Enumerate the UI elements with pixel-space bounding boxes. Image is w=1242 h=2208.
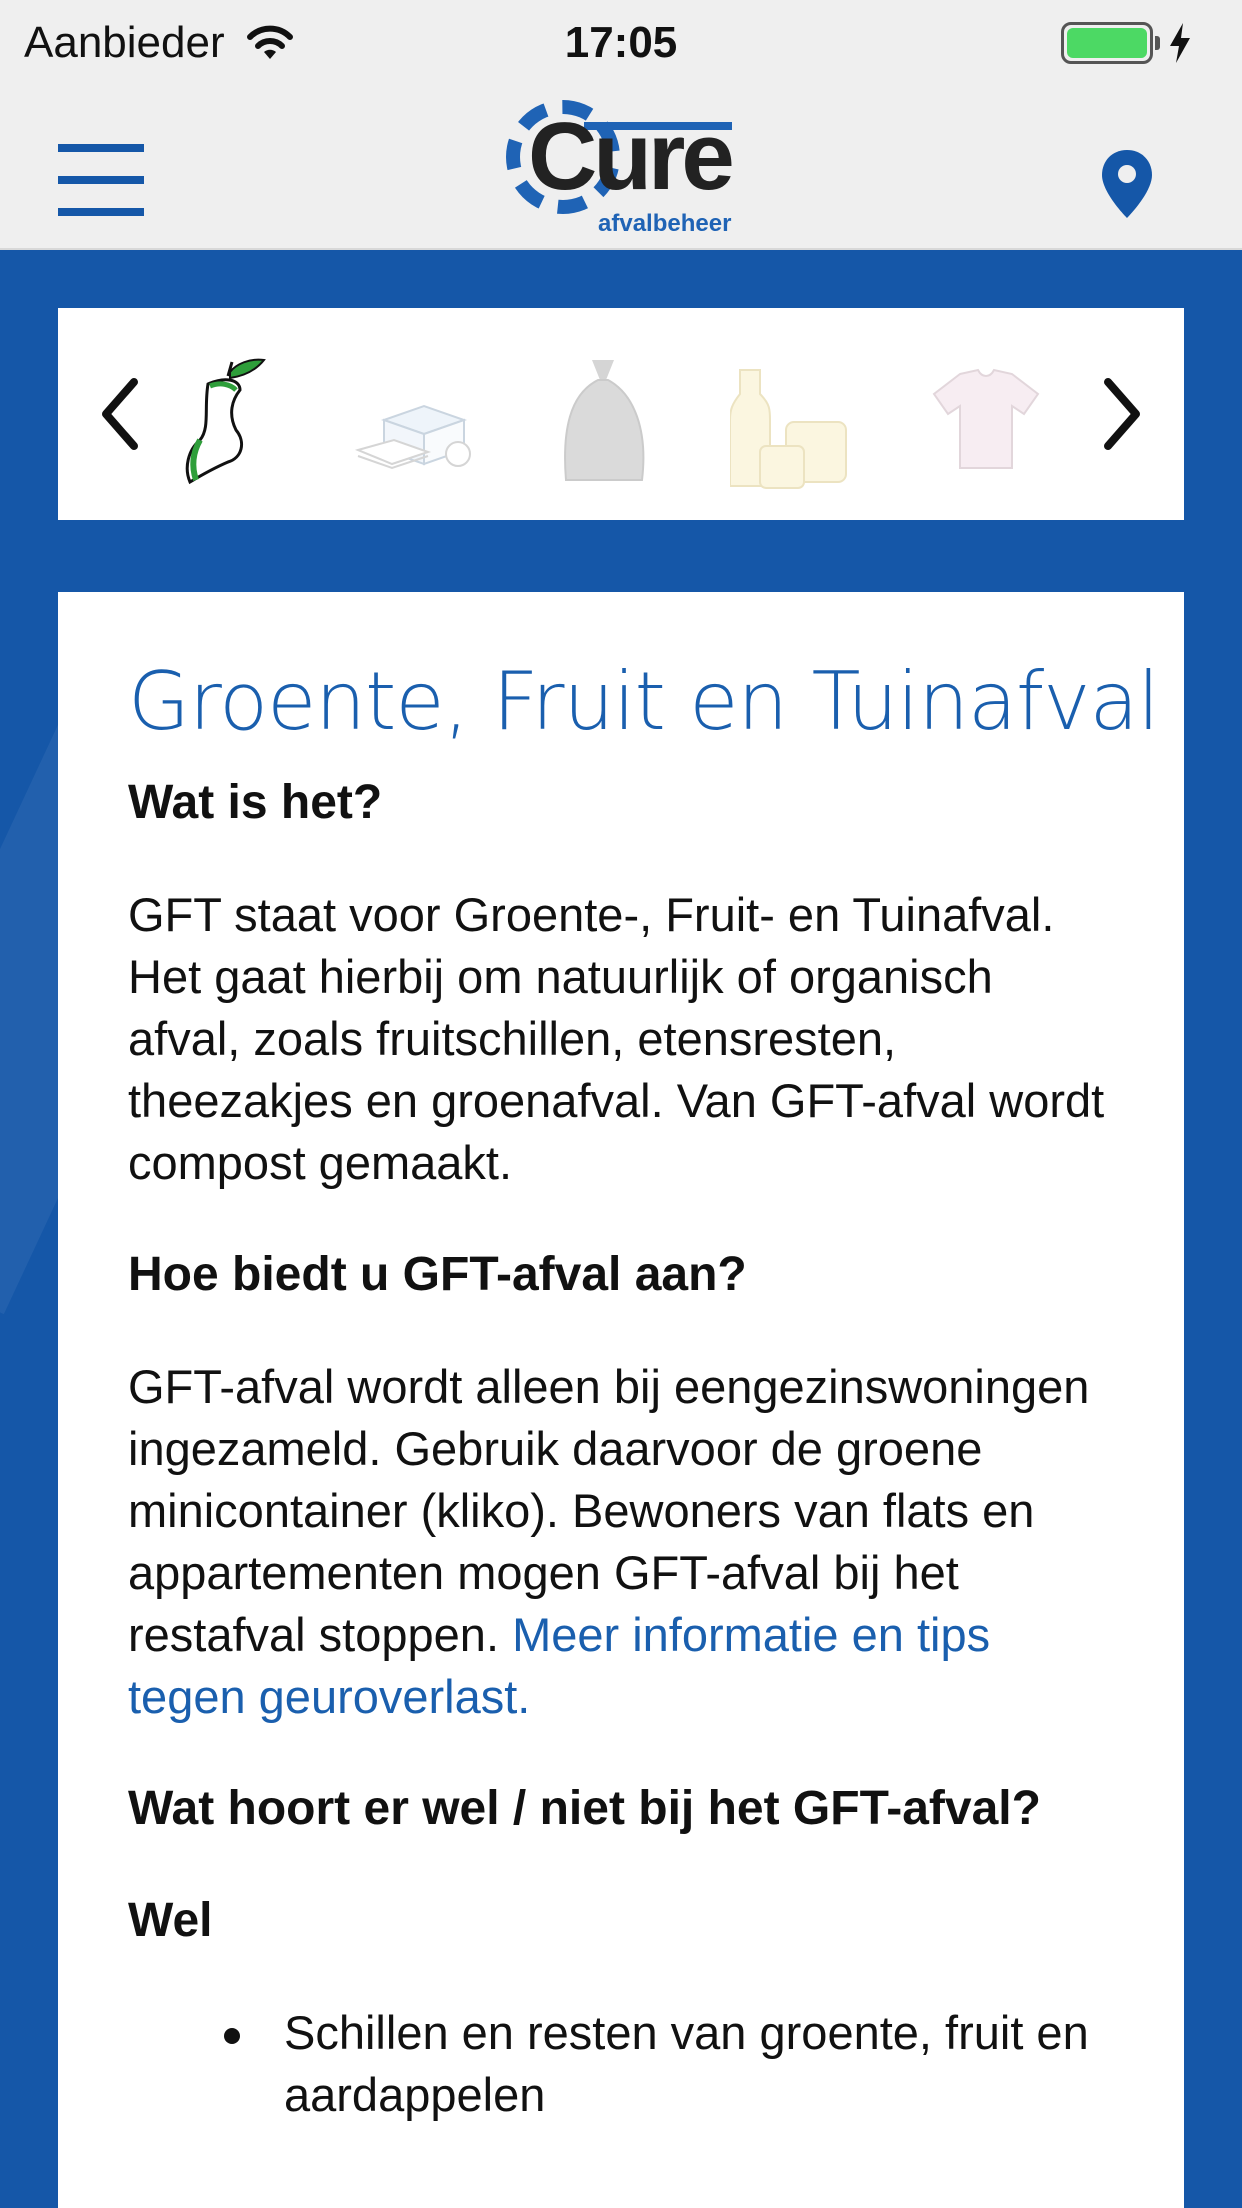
wel-heading: Wel — [128, 1894, 213, 1947]
question-how-to-offer: Hoe biedt u GFT-afval aan? — [128, 1248, 747, 1301]
logo-text: Cure — [528, 103, 731, 210]
chevron-left-icon[interactable] — [88, 368, 148, 460]
cure-logo — [506, 98, 736, 238]
chevron-right-icon[interactable] — [1094, 368, 1154, 460]
battery-indicator — [1061, 22, 1192, 64]
article-title: Groente, Fruit en Tuinafval — [128, 655, 1159, 748]
wel-list — [128, 2002, 1116, 2126]
paragraph-how-to-offer — [128, 1356, 1116, 1728]
location-pin-icon[interactable] — [1100, 148, 1154, 220]
paragraph-how-to-offer-text: GFT-afval wordt alleen bij eengezinswoningen ingezameld. Gebruik daarvoor de groene minicontainer (kliko). Bewoners van flats en appartementen mogen GFT-afval bij het restafval stoppen. — [128, 1360, 1090, 1661]
list-item: Schillen en resten van groente, fruit en aardappelen — [128, 2002, 1116, 2126]
app-header — [0, 86, 1242, 250]
logo-subtext: afvalbeheer — [598, 210, 732, 237]
question-what-belongs: Wat hoort er wel / niet bij het GFT-afval? — [128, 1782, 1041, 1835]
more-info-link[interactable]: Meer informatie en tips tegen geuroverlast. — [128, 1608, 991, 1723]
trash-bag-icon[interactable] — [540, 350, 670, 490]
carrier-text: Aanbieder — [24, 18, 225, 67]
glass-jars-icon[interactable] — [730, 350, 860, 490]
clock-time: 17:05 — [564, 18, 678, 67]
apple-core-icon[interactable] — [170, 350, 300, 490]
tshirt-icon[interactable] — [920, 350, 1050, 490]
hamburger-menu-icon[interactable] — [58, 144, 144, 218]
status-bar — [0, 0, 1242, 86]
category-carousel — [58, 308, 1184, 520]
paragraph-what-is-it: GFT staat voor Groente-, Fruit- en Tuinafval. Het gaat hierbij om natuurlijk of organisch afval, zoals fruitschillen, etensresten, theezakjes en groenafval. Van GFT-afval wordt compost gemaakt. — [128, 888, 1105, 1189]
article-card — [58, 592, 1184, 2208]
question-what-is-it: Wat is het? — [128, 776, 383, 829]
paper-boxes-icon[interactable] — [354, 350, 484, 490]
battery-icon — [1061, 22, 1153, 64]
charging-bolt-icon — [1168, 23, 1192, 63]
